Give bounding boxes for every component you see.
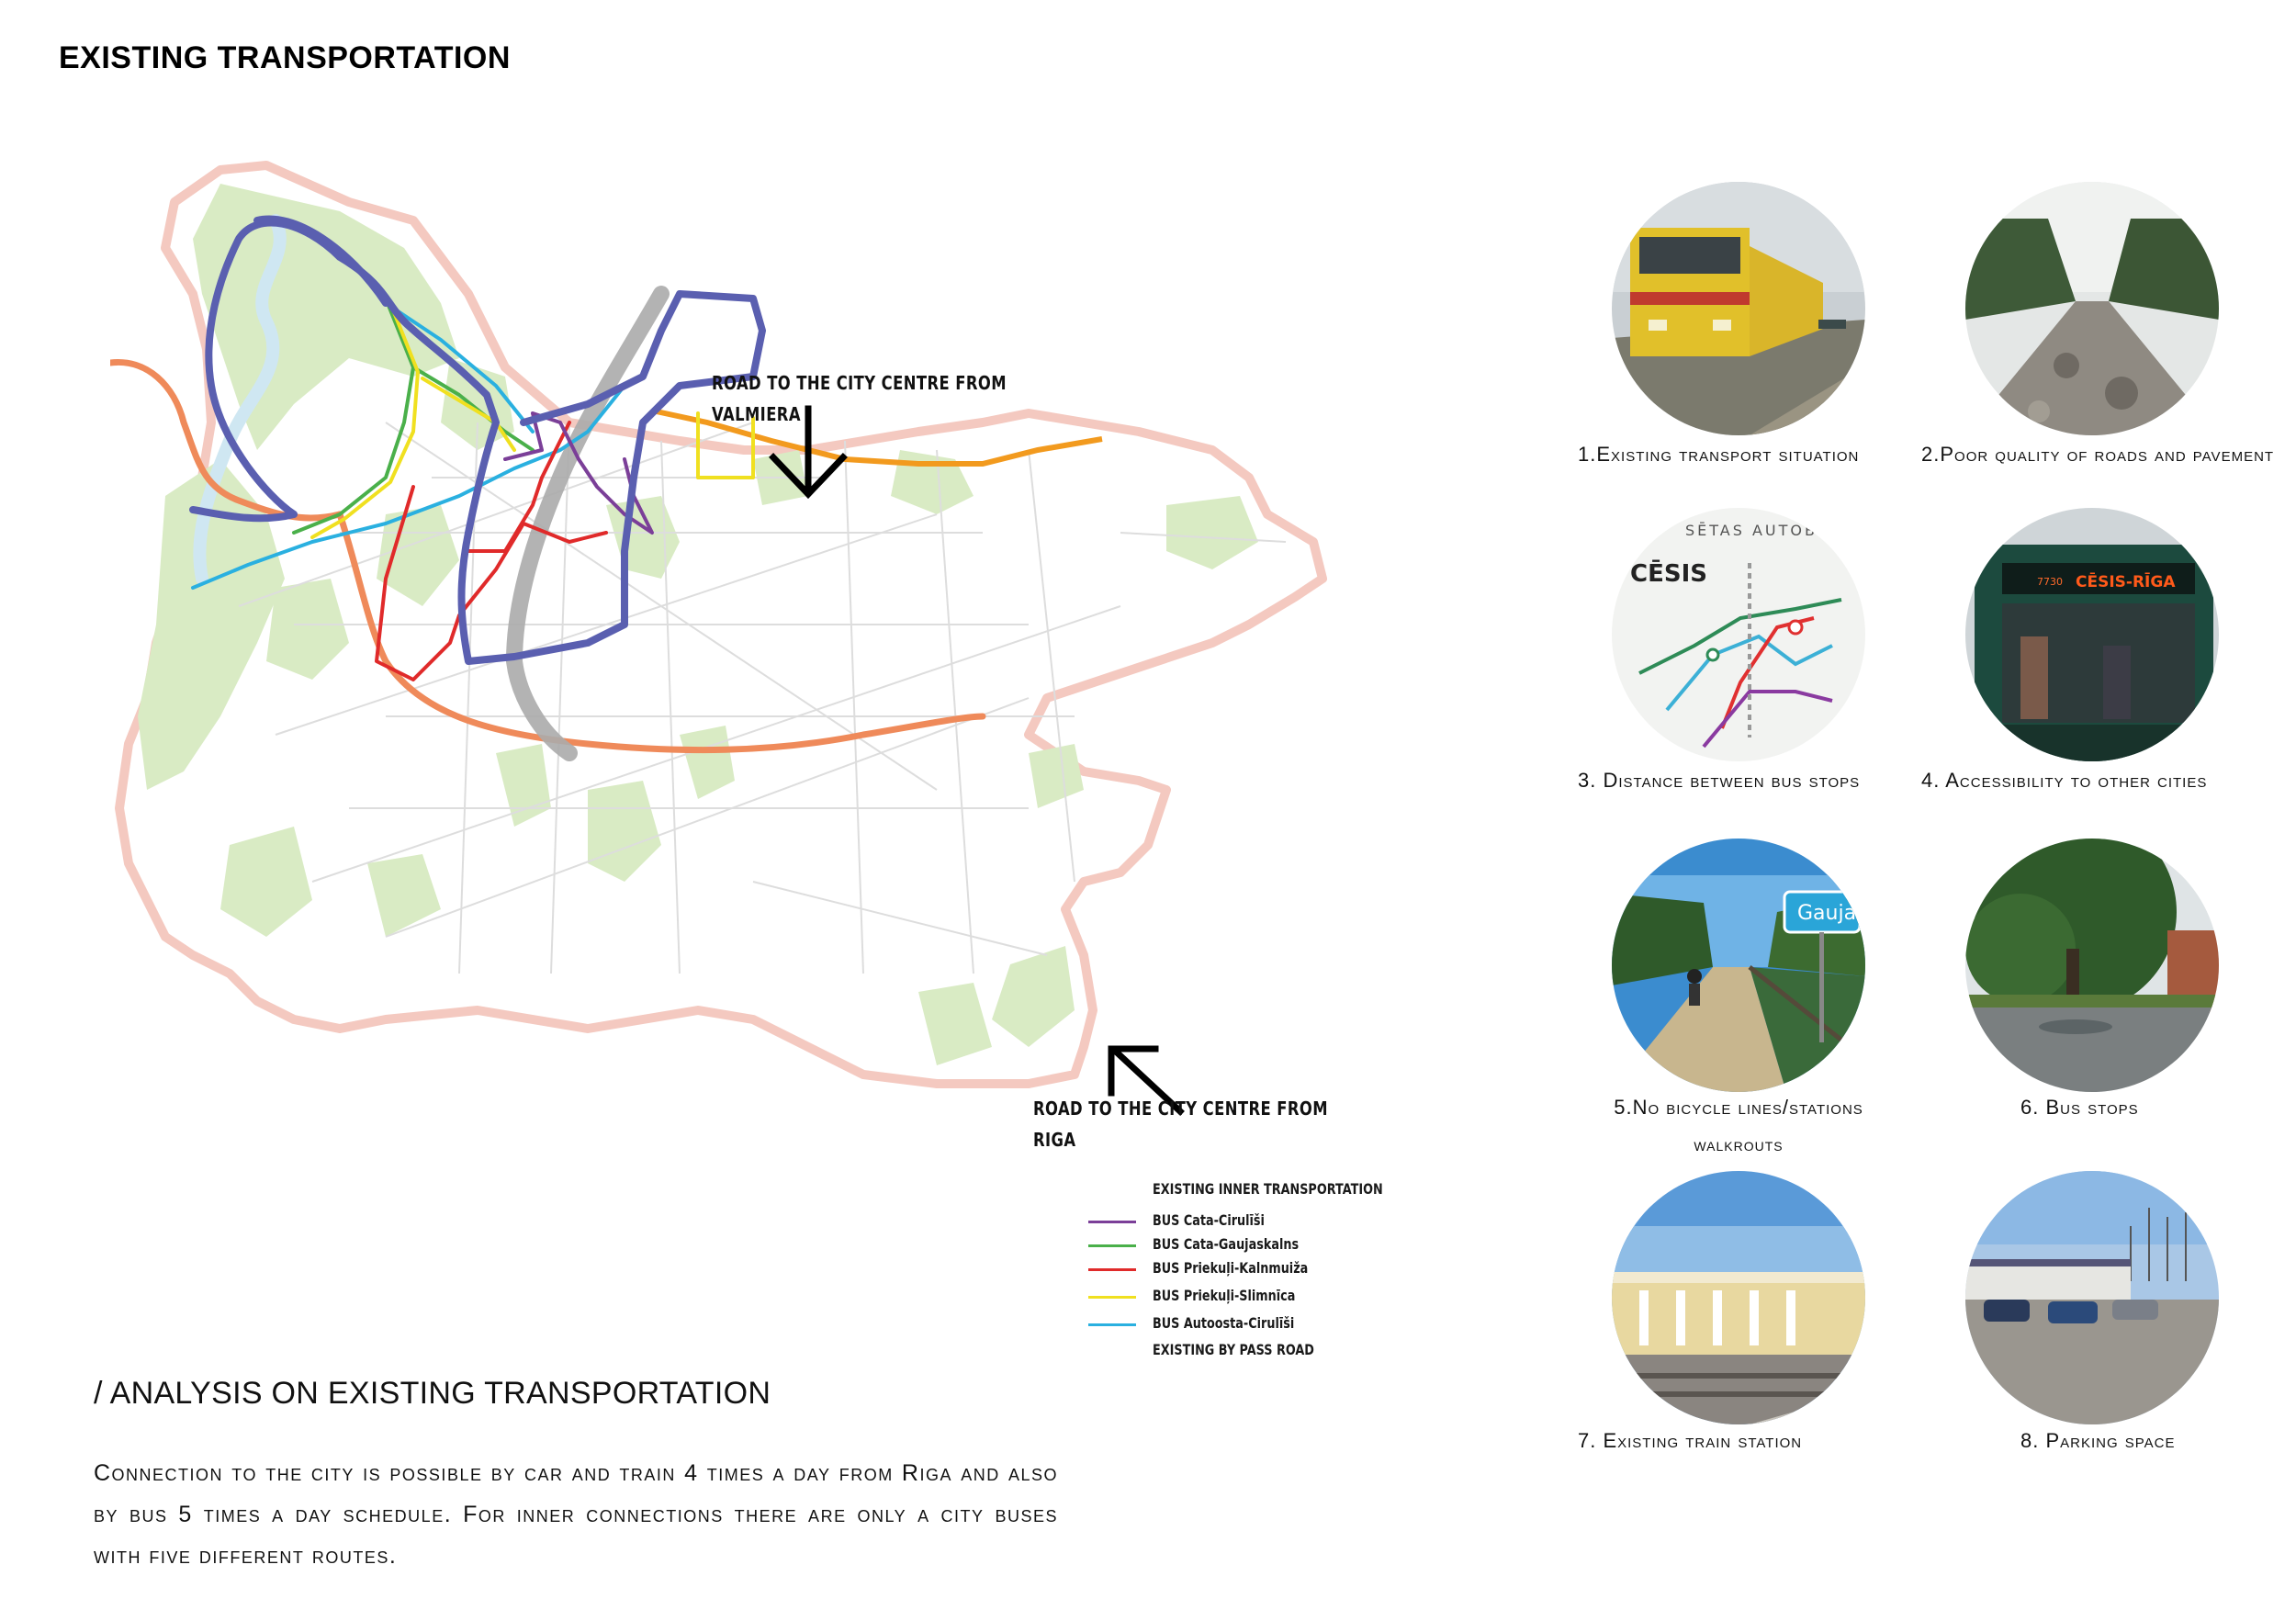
legend-item-cata-cirulisi	[1088, 1210, 1391, 1232]
bus-number-text: 7730	[2037, 576, 2063, 588]
photo-bridge	[1612, 839, 1865, 1092]
caption-8: 8. Parking space	[2020, 1429, 2176, 1452]
photo-train	[1612, 182, 1865, 435]
legend-swatch	[1088, 1323, 1136, 1326]
bridge-photo-icon	[1612, 839, 1865, 1092]
legend-label: BUS Autoosta-Cirulīši	[1153, 1314, 1295, 1332]
map-city-text: CĒSIS	[1630, 560, 1707, 588]
bus-map-photo-icon	[1612, 508, 1865, 761]
caption-3: 3. Distance between bus stops	[1578, 769, 1861, 792]
legend-title: EXISTING INNER TRANSPORTATION	[1153, 1180, 1383, 1198]
transport-map	[110, 147, 1396, 1249]
bus-photo-icon	[1965, 508, 2219, 761]
annotation-valmiera-line1: ROAD TO THE CITY CENTRE FROM	[712, 372, 1007, 394]
analysis-body: Connection to the city is possible by car and train 4 times a day from Riga and also by bus 5 times a day schedule. For inner connections there are only a city buses with five different routes.	[94, 1460, 1058, 1569]
bus-stop-photo-icon	[1965, 839, 2219, 1092]
photo-bus-stop	[1965, 839, 2219, 1092]
legend-label: BUS Cata-Gaujaskalns	[1153, 1235, 1300, 1253]
parking-photo-icon	[1965, 1171, 2219, 1424]
legend-item-priekuli-kalnmuiza	[1088, 1257, 1391, 1279]
legend-label: BUS Priekuļi-Kalnmuiža	[1153, 1259, 1309, 1277]
analysis-heading: / ANALYSIS ON EXISTING TRANSPORTATION	[94, 1376, 771, 1411]
legend-item-priekuli-slimnica	[1088, 1285, 1391, 1307]
photo-train-station	[1612, 1171, 1865, 1424]
legend-swatch	[1088, 1244, 1136, 1247]
annotation-valmiera-line2: VALMIERA	[712, 403, 801, 425]
photo-bus-map	[1612, 508, 1865, 761]
photo-road	[1965, 182, 2219, 435]
road-photo-icon	[1965, 182, 2219, 435]
bus-sign-text: CĒSIS-RĪGA	[2076, 573, 2176, 591]
annotation-riga-line2: RIGA	[1033, 1129, 1076, 1151]
annotation-riga	[1033, 1093, 1328, 1155]
caption-6: 6. Bus stops	[2020, 1096, 2139, 1119]
legend-item-autoosta-cirulisi	[1088, 1312, 1391, 1334]
legend-swatch	[1088, 1268, 1136, 1271]
legend-swatch	[1088, 1296, 1136, 1299]
legend-label: BUS Priekuļi-Slimnīca	[1153, 1287, 1296, 1304]
page-title: EXISTING TRANSPORTATION	[59, 40, 511, 75]
caption-5-line2: walkrouts	[1694, 1135, 1784, 1155]
train-photo-icon	[1612, 182, 1865, 435]
photo-bus	[1965, 508, 2219, 761]
legend-swatch	[1088, 1221, 1136, 1223]
caption-4: 4. Accessibility to other cities	[1921, 769, 2208, 792]
caption-2: 2.Poor quality of roads and pavement	[1921, 443, 2275, 466]
city-map-svg	[110, 147, 1396, 1249]
annotation-riga-line1: ROAD TO THE CITY CENTRE FROM	[1033, 1098, 1328, 1120]
annotation-valmiera	[712, 367, 1007, 430]
caption-7: 7. Existing train station	[1578, 1429, 1803, 1452]
caption-1: 1.Existing transport situation	[1578, 443, 1860, 466]
legend-label: BUS Cata-Cirulīši	[1153, 1211, 1265, 1229]
legend-item-cata-gaujaskalns	[1088, 1233, 1391, 1255]
photo-parking	[1965, 1171, 2219, 1424]
station-photo-icon	[1612, 1171, 1865, 1424]
bridge-sign-text: Gauja	[1797, 902, 1857, 925]
map-header-text: SĒTAS AUTOB	[1685, 522, 1818, 539]
caption-5: 5.No bicycle lines/stations	[1614, 1096, 1863, 1119]
legend-bypass-label: EXISTING BY PASS ROAD	[1153, 1341, 1314, 1358]
